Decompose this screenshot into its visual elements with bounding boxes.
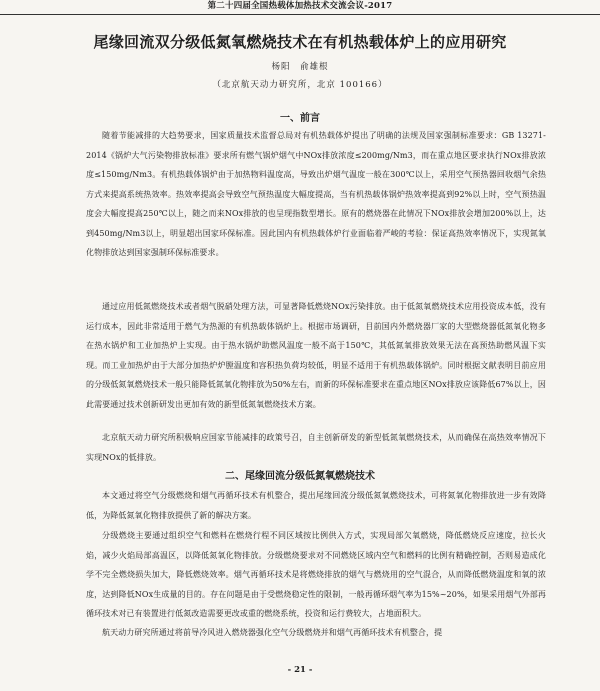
page-number: - 21 -	[287, 665, 313, 675]
section-1-paragraph-1: 随着节能减排的大趋势要求，国家质量技术监督总局对有机热载体炉提出了明确的法规及国家强制标准要求：GB 13271-2014《锅炉大气污染物排放标准》要求所有燃气锅炉烟气中NOx排放浓度≤200mg/Nm3，而在重点地区要求执行NOx排放浓度≤150mg/Nm3。有机热载体锅炉由于加热物料温度高，导致出炉烟气温度一般在300℃以上，采用空气预热器回收烟气余热方式来提高系统热效率。热效率提高会导致空气预热温度大幅度提高，当有机热载体锅炉热效率提高到92%以上时，空气预热温度会大幅度提高250℃以上，随之而来NOx排放的也呈现指数型增长。原有的燃烧器在此情况下NOx排放会增加200%以上，达到450mg/Nm3以上，明显超出国家环保标准。因此国内有机热载体炉行业面临着严峻的考验：保证高热效率情况下，实现氮氧化物排放达到国家强制环保标准要求。	[86, 131, 546, 257]
authors: 杨阳 俞雄根	[271, 62, 329, 72]
section-2-paragraph-2: 分级燃烧主要通过组织空气和燃料在燃烧行程不同区域按比例供入方式，实现局部欠氧燃烧，降低燃烧反应速度，拉长火焰，减少火焰局部高温区，以降低氮氧化物排放。分级燃烧要求对不同燃烧区域内空气和燃料的比例有精确控制，否则易造成化学不完全燃烧损失加大，降低燃烧效率。烟气再循环技术是将燃烧排放的烟气与燃烧用的空气混合，从而降低燃烧温度和氧的浓度，达到降低NOx生成量的目的。存在问题是由于受燃烧稳定性的限制，一般再循环烟气率为15%~20%，如果采用烟气外部再循环技术对已有装置进行低氮改造需要更改或重的燃烧系统，投资和运行费较大，占地面积大。	[86, 531, 546, 618]
section-2-paragraph-3: 航天动力研究所通过将前导冷风进入燃烧器强化空气分级燃烧并和烟气再循环技术有机整合，提	[102, 628, 443, 637]
running-head: 第二十四届全国热载体加热技术交流会议-2017	[207, 1, 393, 11]
paper-title: 尾缘回流双分级低氮氧燃烧技术在有机热载体炉上的应用研究	[93, 33, 507, 51]
header-rule	[0, 14, 600, 15]
section-1-paragraph-2: 通过应用低氮燃烧技术或者烟气脱硝处理方法，可显著降低燃烧NOx污染排放。由于低氮氧燃烧技术应用投资成本低，没有运行成本，因此非常适用于燃气为热源的有机热载体锅炉上。根据市场调研，目前国内外燃烧器厂家的大型燃烧器低氮氧化物多在热水锅炉和工业加热炉上实现。由于热水锅炉助燃风温度一般不高于150℃，其低氮氧排放效果无法在高预热助燃风温下实现。而工业加热炉由于大部分加热炉炉膛温度和容积热负荷均较低，明显不适用于有机热载体锅炉。同时根据文献表明目前应用的分级低氮氧燃烧技术一般只能降低氮氧化物排放为50%左右，而新的环保标准要求在重点地区NOx排放应该降低67%以上，因此需要通过技术创新研发出更加有效的新型低氮氧燃烧技术方案。	[86, 302, 546, 409]
section-2-paragraph-1: 本文通过将空气分级燃烧和烟气再循环技术有机整合，提出尾缘回流分级低氮氧燃烧技术，可将氮氧化物排放进一步有效降低，为降低氮氧化物排放提供了新的解决方案。	[86, 491, 546, 520]
section-heading-1: 一、前言	[280, 113, 320, 124]
section-1-paragraph-3: 北京航天动力研究所积极响应国家节能减排的政策号召，自主创新研发的新型低氮氧燃烧技术，从而确保在高热效率情况下实现NOx的低排放。	[86, 433, 546, 462]
affiliation: （北京航天动力研究所，北京 100166）	[212, 80, 388, 90]
section-heading-2: 二、尾缘回流分级低氮氧燃烧技术	[225, 471, 375, 482]
